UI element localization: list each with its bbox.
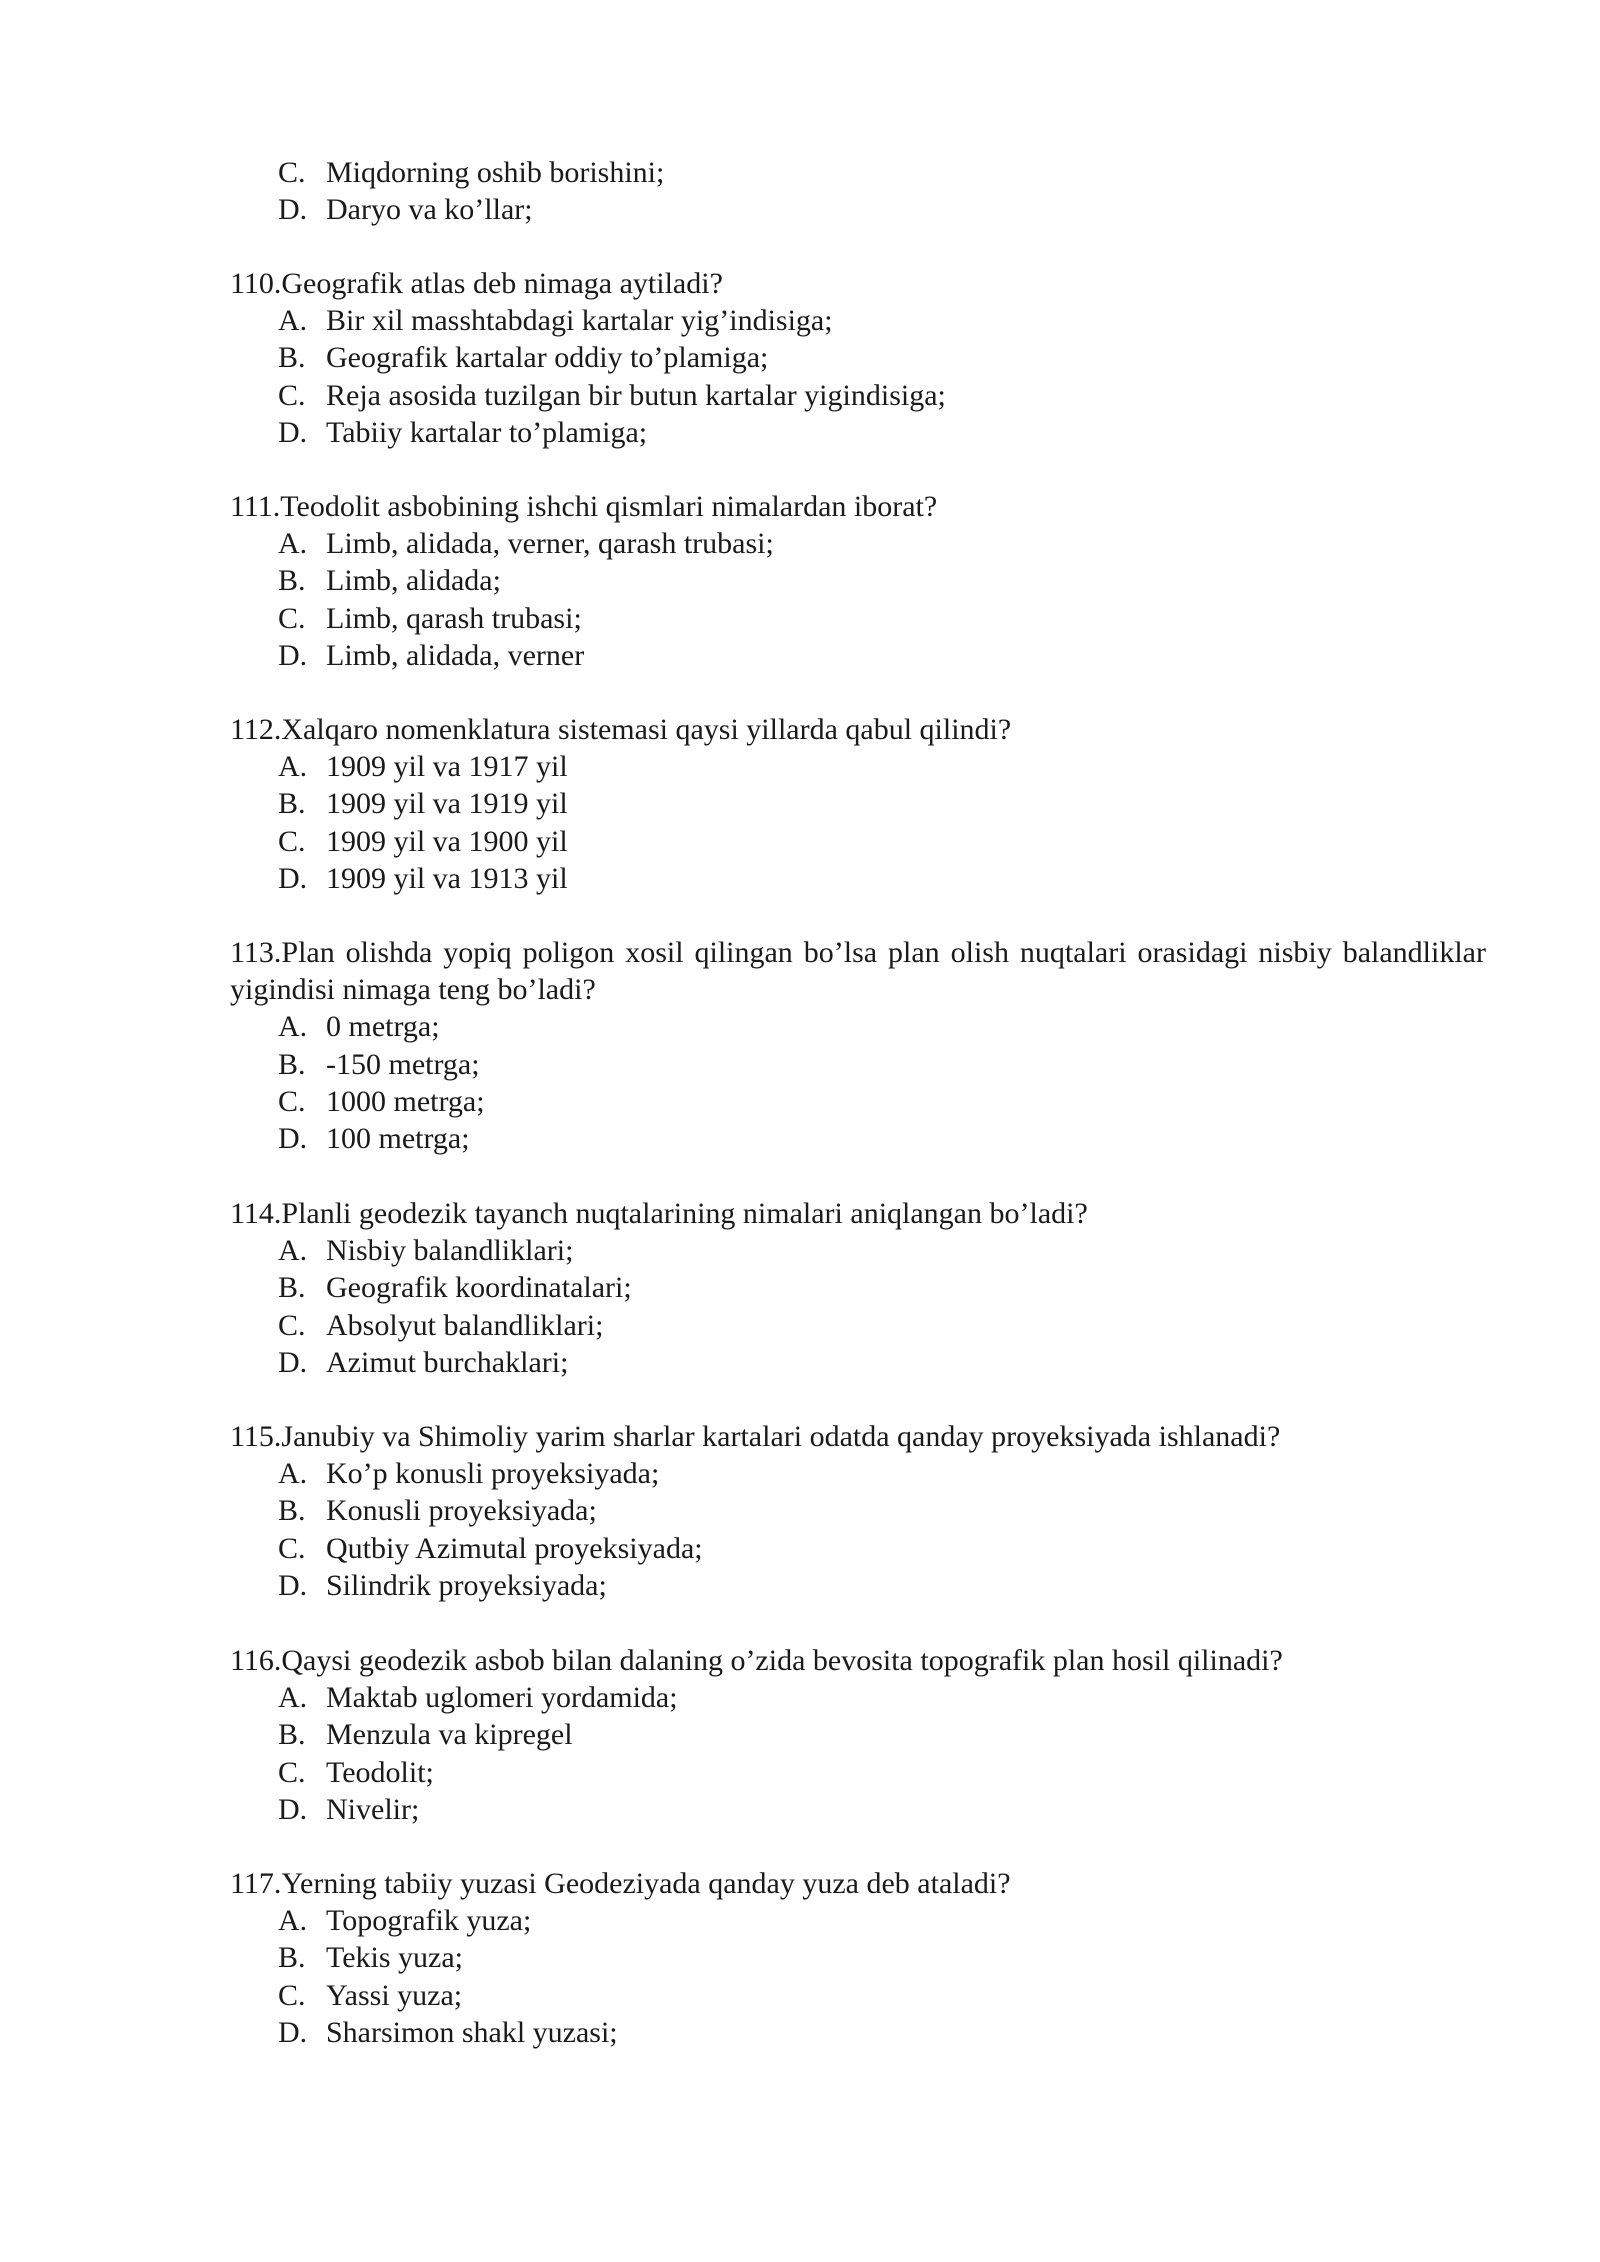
option-text: Geografik kartalar oddiy to’plamiga;: [326, 341, 769, 375]
option-item: [230, 339, 1486, 376]
option-item: [230, 1083, 1486, 1120]
option-text: Menzula va kipregel: [326, 1718, 573, 1752]
option-text: Azimut burchaklari;: [326, 1345, 569, 1379]
question-text: Xalqaro nomenklatura sistemasi qaysi yillarda qabul qilindi?: [281, 713, 1012, 746]
option-letter: D.: [278, 415, 308, 449]
question-line: [230, 1418, 1486, 1455]
question-line: [230, 711, 1486, 748]
option-text: Limb, alidada, verner, qarash trubasi;: [326, 527, 774, 561]
option-text: Limb, qarash trubasi;: [326, 601, 582, 635]
option-letter: A.: [278, 527, 308, 561]
option-letter: D.: [278, 1345, 308, 1379]
question-text: Geografik atlas deb nimaga aytiladi?: [281, 267, 723, 300]
option-letter: B.: [278, 341, 306, 375]
option-letter: D.: [278, 638, 308, 672]
question-text: Teodolit asbobining ishchi qismlari nimalardan iborat?: [280, 490, 938, 523]
option-letter: C.: [278, 601, 306, 635]
option-item: [230, 823, 1486, 860]
option-letter: C.: [278, 378, 306, 412]
option-letter: B.: [278, 1271, 306, 1305]
option-item: [230, 1307, 1486, 1344]
option-letter: B.: [278, 564, 306, 598]
question-110: [230, 265, 1486, 451]
option-text: Miqdorning oshib borishini;: [326, 156, 665, 189]
option-item: [230, 562, 1486, 599]
option-item: [230, 1679, 1486, 1716]
option-text: Topografik yuza;: [326, 1904, 532, 1938]
option-text: Teodolit;: [326, 1755, 434, 1789]
question-text: Yerning tabiiy yuzasi Geodeziyada qanday yuza deb ataladi?: [281, 1867, 1011, 1900]
question-text: Qaysi geodezik asbob bilan dalaning o’zida bevosita topografik plan hosil qilinadi?: [281, 1644, 1283, 1677]
question-number: 116.: [230, 1644, 282, 1677]
option-text: 1909 yil va 1917 yil: [326, 750, 568, 784]
question-text: Planli geodezik tayanch nuqtalarining nimalari aniqlangan bo’ladi?: [281, 1197, 1088, 1230]
option-text: Tekis yuza;: [326, 1941, 464, 1975]
option-letter: A.: [278, 1010, 308, 1044]
question-111: [230, 488, 1486, 674]
question-112: [230, 711, 1486, 897]
option-item: [230, 785, 1486, 822]
option-text: Maktab uglomeri yordamida;: [326, 1681, 678, 1715]
question-text: Plan olishda yopiq poligon xosil qilingan bo’lsa plan olish nuqtalari orasidagi nisbiy balandliklar yigindisi nimaga teng bo’ladi?: [230, 936, 1486, 1007]
option-letter: C.: [278, 1978, 306, 2012]
option-letter: B.: [278, 1941, 306, 1975]
option-text: 1909 yil va 1919 yil: [326, 787, 568, 821]
option-item: [230, 860, 1486, 897]
option-letter: B.: [278, 787, 306, 821]
option-text: Silindrik proyeksiyada;: [326, 1568, 607, 1602]
question-number: 112.: [230, 713, 282, 746]
option-letter: C.: [278, 1308, 306, 1342]
option-item: [230, 1120, 1486, 1157]
option-item: [230, 637, 1486, 674]
option-item: [230, 1046, 1486, 1083]
option-item: [230, 1269, 1486, 1306]
option-item: [230, 1344, 1486, 1381]
option-letter: C.: [278, 156, 306, 189]
option-letter: D.: [278, 193, 308, 227]
option-letter: C.: [278, 1084, 306, 1118]
option-letter: A.: [278, 1681, 308, 1715]
option-item: [230, 600, 1486, 637]
option-letter: B.: [278, 1718, 306, 1752]
option-item: [230, 1455, 1486, 1492]
question-line: [230, 265, 1486, 302]
question-line: [230, 1195, 1486, 1232]
option-item: [230, 748, 1486, 785]
option-letter: C.: [278, 1755, 306, 1789]
option-item: [230, 191, 1486, 228]
option-letter: D.: [278, 1792, 308, 1826]
option-text: -150 metrga;: [326, 1047, 480, 1081]
option-item: [230, 1530, 1486, 1567]
option-text: Sharsimon shakl yuzasi;: [326, 2015, 618, 2049]
option-letter: D.: [278, 2015, 308, 2049]
option-text: 0 metrga;: [326, 1010, 440, 1044]
question-number: 117.: [230, 1867, 282, 1900]
option-text: Yassi yuza;: [326, 1978, 463, 2012]
question-text: Janubiy va Shimoliy yarim sharlar kartalari odatda qanday proyeksiyada ishlanadi?: [281, 1420, 1281, 1453]
option-item: [230, 1791, 1486, 1828]
option-letter: C.: [278, 1531, 306, 1565]
option-item: [230, 1754, 1486, 1791]
option-text: Daryo va ko’llar;: [326, 193, 533, 227]
option-item: [230, 1567, 1486, 1604]
option-text: 100 metrga;: [326, 1121, 470, 1155]
question-115: [230, 1418, 1486, 1604]
option-letter: D.: [278, 1568, 308, 1602]
option-text: Ko’p konusli proyeksiyada;: [326, 1457, 660, 1491]
option-text: Konusli proyeksiyada;: [326, 1494, 597, 1528]
option-item: [230, 1232, 1486, 1269]
option-item: [230, 1716, 1486, 1753]
question-117: [230, 1865, 1486, 2051]
option-item: [230, 1902, 1486, 1939]
option-item: [230, 1492, 1486, 1529]
option-letter: B.: [278, 1494, 306, 1528]
option-letter: A.: [278, 1234, 308, 1268]
question-line: [230, 1865, 1486, 1902]
option-letter: D.: [278, 1121, 308, 1155]
question-line: [230, 934, 1486, 1008]
option-text: Limb, alidada;: [326, 564, 501, 598]
question-number: 113.: [230, 936, 282, 969]
option-item: [230, 525, 1486, 562]
question-line: [230, 1642, 1486, 1679]
option-item: [230, 154, 1486, 191]
option-text: Absolyut balandliklari;: [326, 1308, 604, 1342]
question-number: 110.: [230, 267, 282, 300]
option-letter: A.: [278, 304, 308, 338]
question-line: [230, 488, 1486, 525]
option-letter: C.: [278, 824, 306, 858]
option-text: Nivelir;: [326, 1792, 420, 1826]
option-letter: A.: [278, 1457, 308, 1491]
option-item: [230, 1008, 1486, 1045]
option-text: Geografik koordinatalari;: [326, 1271, 632, 1305]
option-text: 1000 metrga;: [326, 1084, 485, 1118]
option-text: 1909 yil va 1900 yil: [326, 824, 568, 858]
question-113: [230, 934, 1486, 1157]
question-116: [230, 1642, 1486, 1828]
option-text: Limb, alidada, verner: [326, 638, 585, 672]
option-item: [230, 1977, 1486, 2014]
question-114: [230, 1195, 1486, 1381]
option-text: Bir xil masshtabdagi kartalar yig’indisiga;: [326, 304, 833, 338]
option-item: [230, 1939, 1486, 1976]
leading-options: [230, 154, 1486, 228]
question-number: 111.: [230, 490, 281, 523]
option-text: Qutbiy Azimutal proyeksiyada;: [326, 1531, 703, 1565]
question-number: 115.: [230, 1420, 282, 1453]
option-text: 1909 yil va 1913 yil: [326, 861, 568, 895]
option-letter: A.: [278, 1904, 308, 1938]
option-item: [230, 414, 1486, 451]
question-number: 114.: [230, 1197, 282, 1230]
option-text: Nisbiy balandliklari;: [326, 1234, 574, 1268]
option-item: [230, 2014, 1486, 2051]
option-letter: B.: [278, 1047, 306, 1081]
option-text: Reja asosida tuzilgan bir butun kartalar yigindisiga;: [326, 378, 946, 412]
option-text: Tabiiy kartalar to’plamiga;: [326, 415, 648, 449]
option-item: [230, 302, 1486, 339]
option-letter: A.: [278, 750, 308, 784]
option-item: [230, 377, 1486, 414]
option-letter: D.: [278, 861, 308, 895]
